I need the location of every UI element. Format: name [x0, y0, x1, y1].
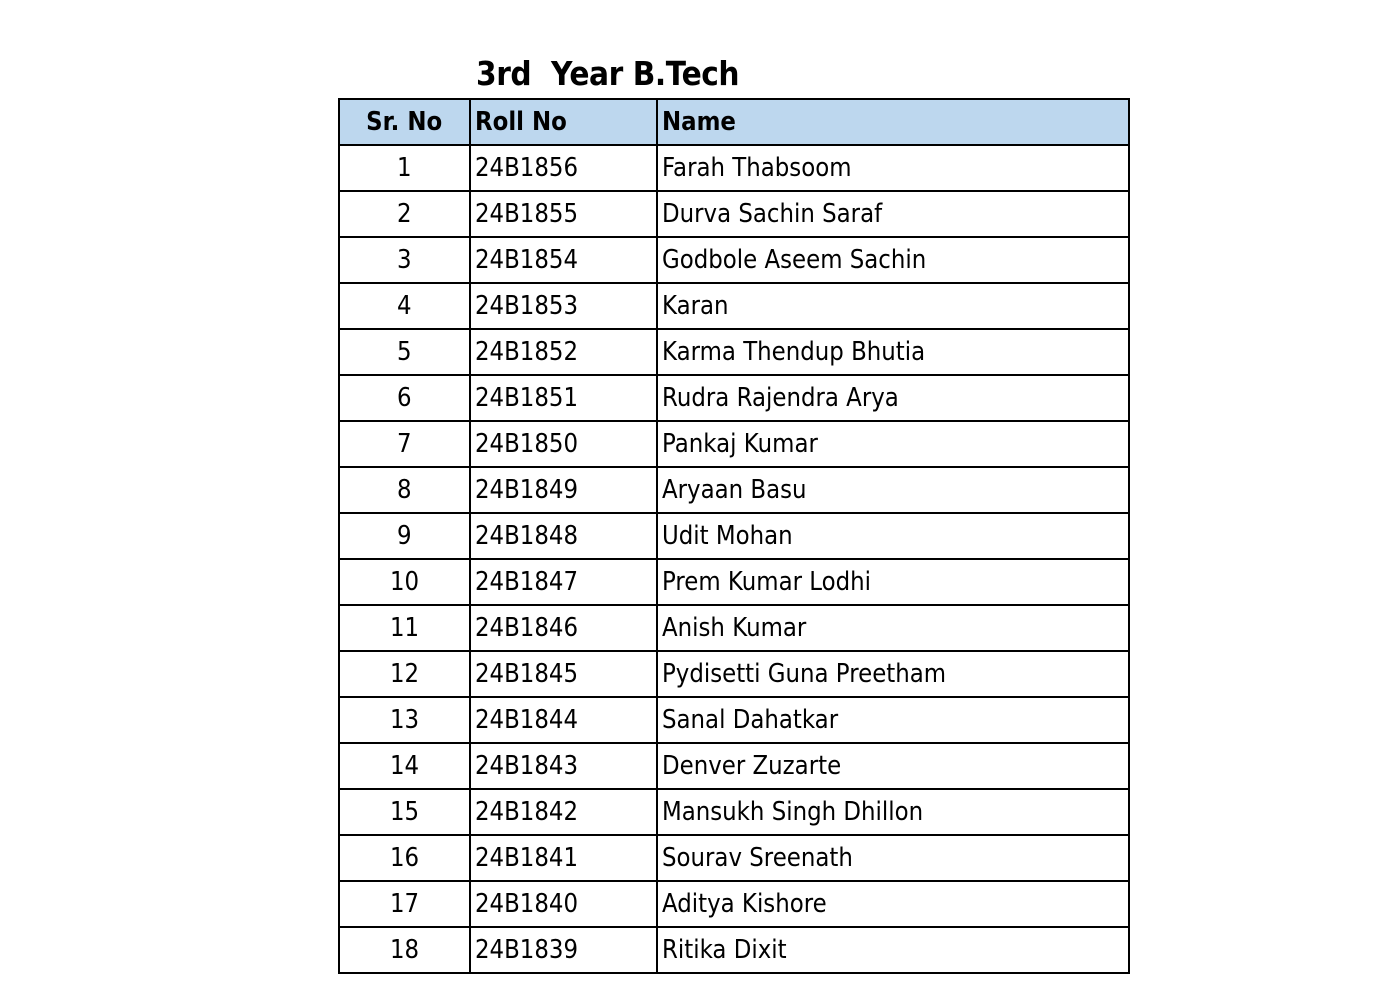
table-row: [339, 789, 1129, 835]
roll-no-cell: 24B1850: [470, 421, 657, 467]
name-cell: Durva Sachin Saraf: [657, 191, 1129, 237]
roll-no-cell: 24B1847: [470, 559, 657, 605]
roll-no-cell: 24B1853: [470, 283, 657, 329]
name-cell: Anish Kumar: [657, 605, 1129, 651]
sr-no-cell: 11: [339, 605, 470, 651]
roll-no-cell: 24B1842: [470, 789, 657, 835]
sr-no-cell: 3: [339, 237, 470, 283]
table-row: [339, 329, 1129, 375]
table-row: [339, 651, 1129, 697]
sr-no-cell: 7: [339, 421, 470, 467]
sr-no-cell: 17: [339, 881, 470, 927]
table-row: [339, 191, 1129, 237]
name-cell: Karan: [657, 283, 1129, 329]
roll-no-cell: 24B1843: [470, 743, 657, 789]
sr-no-cell: 16: [339, 835, 470, 881]
roll-no-cell: 24B1840: [470, 881, 657, 927]
table-row: [339, 467, 1129, 513]
table-header-row: [339, 99, 1129, 145]
sr-no-cell: 15: [339, 789, 470, 835]
name-cell: Karma Thendup Bhutia: [657, 329, 1129, 375]
sr-no-cell: 2: [339, 191, 470, 237]
name-cell: Aryaan Basu: [657, 467, 1129, 513]
table-body: [339, 145, 1129, 973]
name-cell: Sourav Sreenath: [657, 835, 1129, 881]
sr-no-cell: 10: [339, 559, 470, 605]
name-cell: Pydisetti Guna Preetham: [657, 651, 1129, 697]
table-row: [339, 375, 1129, 421]
name-cell: Sanal Dahatkar: [657, 697, 1129, 743]
table-row: [339, 605, 1129, 651]
table-row: [339, 145, 1129, 191]
table-row: [339, 513, 1129, 559]
table-row: [339, 835, 1129, 881]
sr-no-cell: 9: [339, 513, 470, 559]
name-cell: Farah Thabsoom: [657, 145, 1129, 191]
roll-no-cell: 24B1849: [470, 467, 657, 513]
student-table: [338, 98, 1130, 974]
name-cell: Denver Zuzarte: [657, 743, 1129, 789]
roll-no-cell: 24B1845: [470, 651, 657, 697]
table-row: [339, 881, 1129, 927]
roll-no-cell: 24B1839: [470, 927, 657, 973]
roll-no-cell: 24B1851: [470, 375, 657, 421]
sr-no-cell: 4: [339, 283, 470, 329]
table-row: [339, 927, 1129, 973]
name-cell: Rudra Rajendra Arya: [657, 375, 1129, 421]
roll-no-cell: 24B1848: [470, 513, 657, 559]
sr-no-cell: 13: [339, 697, 470, 743]
table-row: [339, 697, 1129, 743]
roll-no-cell: 24B1854: [470, 237, 657, 283]
name-cell: Udit Mohan: [657, 513, 1129, 559]
page-title: 3rd Year B.Tech: [476, 54, 740, 93]
table-row: [339, 559, 1129, 605]
roll-no-cell: 24B1852: [470, 329, 657, 375]
name-cell: Mansukh Singh Dhillon: [657, 789, 1129, 835]
roll-no-cell: 24B1856: [470, 145, 657, 191]
roll-no-cell: 24B1855: [470, 191, 657, 237]
roll-no-cell: 24B1846: [470, 605, 657, 651]
sr-no-cell: 12: [339, 651, 470, 697]
name-cell: Godbole Aseem Sachin: [657, 237, 1129, 283]
sr-no-cell: 6: [339, 375, 470, 421]
table-row: [339, 421, 1129, 467]
sr-no-cell: 14: [339, 743, 470, 789]
sr-no-cell: 5: [339, 329, 470, 375]
table-row: [339, 743, 1129, 789]
name-cell: Aditya Kishore: [657, 881, 1129, 927]
table-row: [339, 237, 1129, 283]
column-header-roll-no: Roll No: [470, 99, 657, 145]
roll-no-cell: 24B1844: [470, 697, 657, 743]
name-cell: Pankaj Kumar: [657, 421, 1129, 467]
roll-no-cell: 24B1841: [470, 835, 657, 881]
sr-no-cell: 18: [339, 927, 470, 973]
sr-no-cell: 8: [339, 467, 470, 513]
sr-no-cell: 1: [339, 145, 470, 191]
name-cell: Prem Kumar Lodhi: [657, 559, 1129, 605]
column-header-sr-no: Sr. No: [339, 99, 470, 145]
column-header-name: Name: [657, 99, 1129, 145]
table-row: [339, 283, 1129, 329]
name-cell: Ritika Dixit: [657, 927, 1129, 973]
